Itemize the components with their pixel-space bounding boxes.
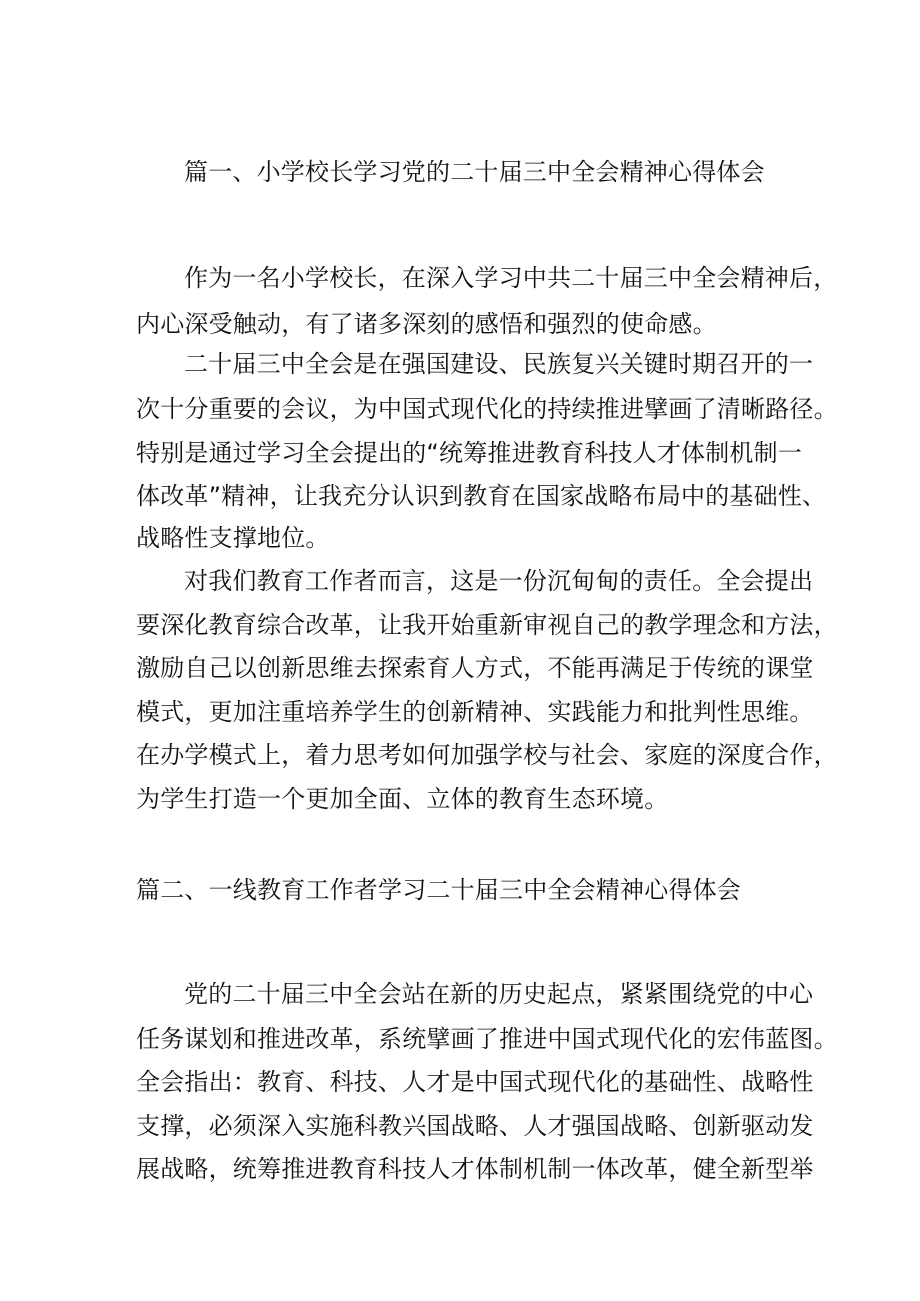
section-2-title: 篇二、一线教育工作者学习二十届三中全会精神心得体会 [136,876,741,904]
section-2-p1-line-1: 党的二十届三中全会站在新的历史起点，紧紧围绕党的中心 [184,980,814,1008]
section-1-p1-line-2: 内心深受触动，有了诸多深刻的感悟和强烈的使命感。 [136,310,717,338]
section-1-p3-line-3: 激励自己以创新思维去探索育人方式，不能再满足于传统的课堂 [136,654,814,682]
section-2-p1-line-4: 支撑，必须深入实施科教兴国战略、人才强国战略、创新驱动发 [136,1112,814,1140]
section-1-p2-line-2: 次十分重要的会议，为中国式现代化的持续推进擘画了清晰路径。 [136,395,838,423]
section-2-p1-line-2: 任务谋划和推进改革，系统擘画了推进中国式现代化的宏伟蓝图。 [136,1025,838,1053]
section-1-p3-line-5: 在办学模式上，着力思考如何加强学校与社会、家庭的深度合作， [136,741,838,769]
section-1-p1-line-1: 作为一名小学校长，在深入学习中共二十届三中全会精神后， [184,264,838,292]
section-1-p2-line-3: 特别是通过学习全会提出的“统筹推进教育科技人才体制机制一 [136,439,803,467]
section-1-p2-line-1: 二十届三中全会是在强国建设、民族复兴关键时期召开的一 [184,350,814,378]
section-1-p2-line-4: 体改革”精神，让我充分认识到教育在国家战略布局中的基础性、 [136,482,827,510]
section-1-p3-line-6: 为学生打造一个更加全面、立体的教育生态环境。 [136,785,669,813]
section-1-p3-line-4: 模式，更加注重培养学生的创新精神、实践能力和批判性思维。 [136,698,814,726]
section-1-title: 篇一、小学校长学习党的二十届三中全会精神心得体会 [184,158,765,186]
section-2-p1-line-5: 展战略，统筹推进教育科技人才体制机制一体改革，健全新型举 [136,1155,814,1183]
section-1-p2-line-5: 战略性支撑地位。 [136,524,330,552]
section-2-p1-line-3: 全会指出：教育、科技、人才是中国式现代化的基础性、战略性 [136,1068,814,1096]
section-1-p3-line-2: 要深化教育综合改革，让我开始重新审视自己的教学理念和方法， [136,611,838,639]
section-1-p3-line-1: 对我们教育工作者而言，这是一份沉甸甸的责任。全会提出 [184,567,814,595]
